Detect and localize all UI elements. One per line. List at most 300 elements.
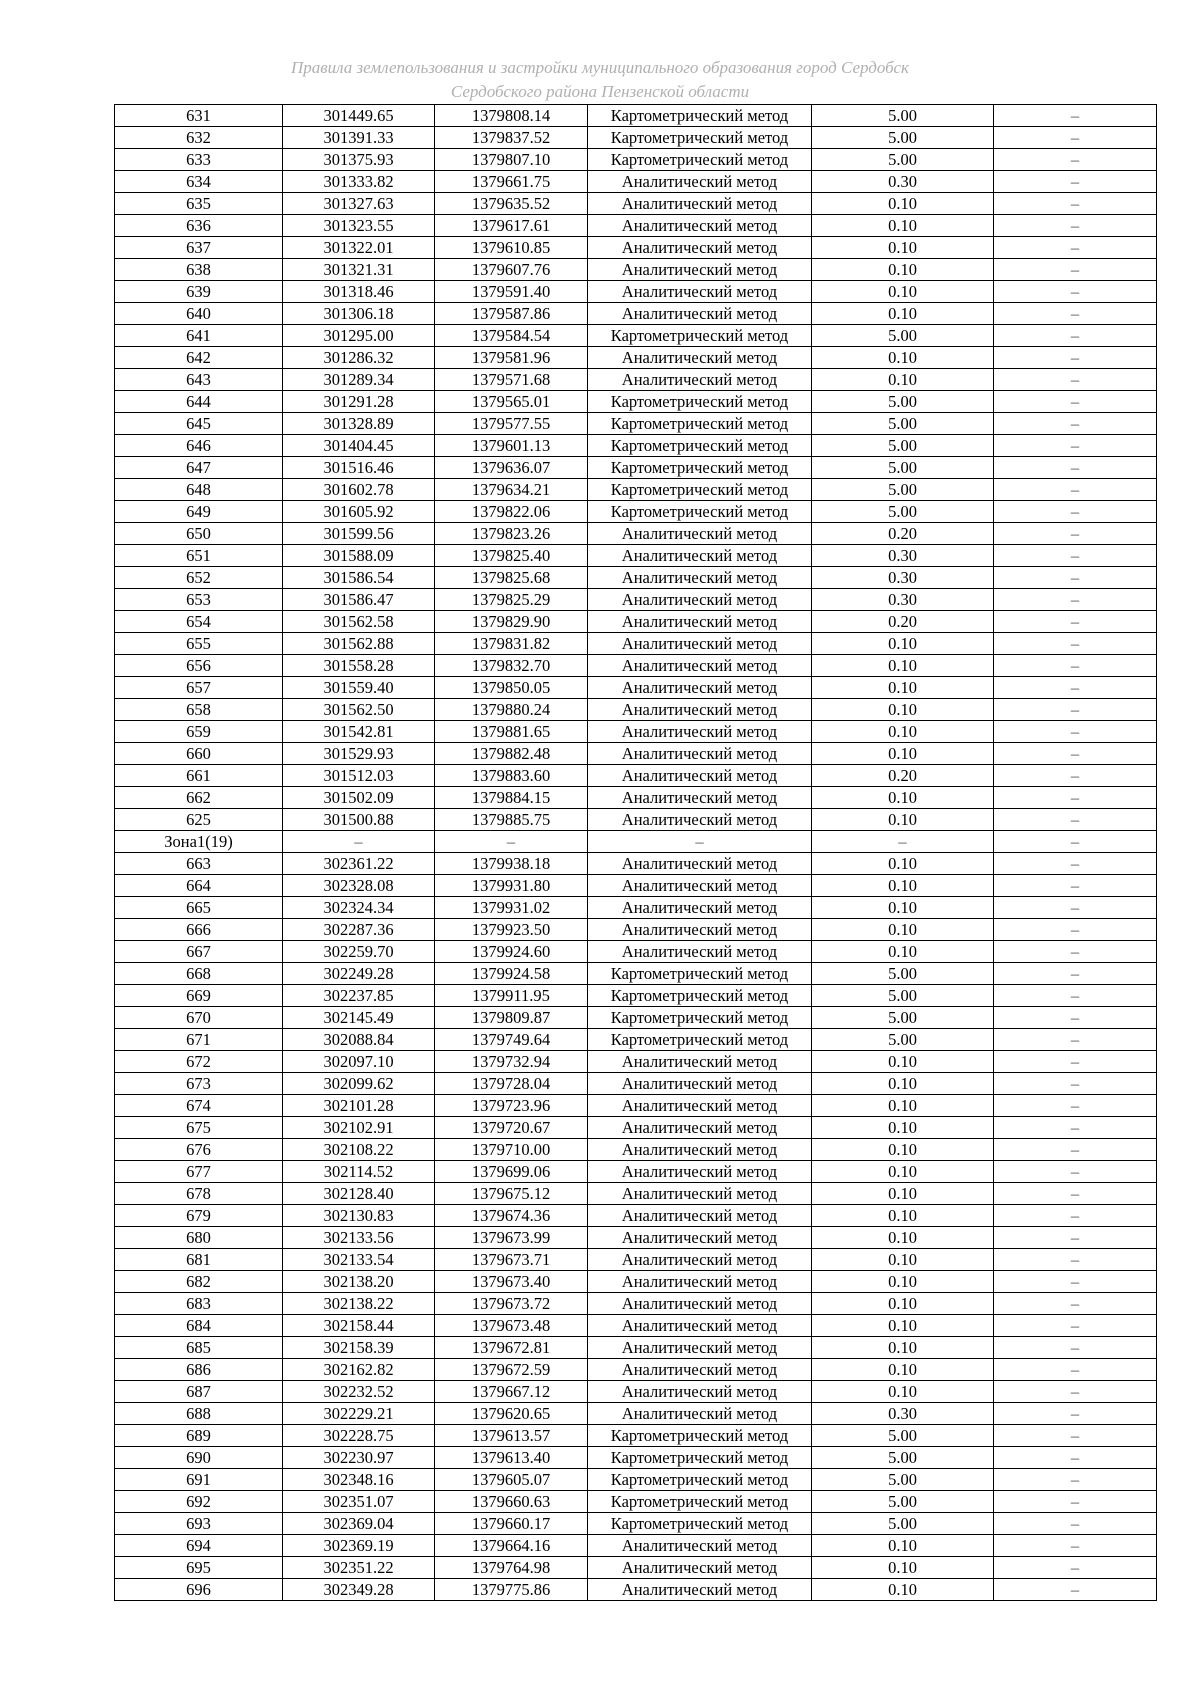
table-row — [115, 259, 1157, 281]
x-coordinate-cell: 302138.22 — [283, 1293, 435, 1315]
note-cell: – — [994, 963, 1157, 985]
point-number-cell: 677 — [115, 1161, 283, 1183]
note-cell: – — [994, 853, 1157, 875]
note-cell: – — [994, 1205, 1157, 1227]
table-row — [115, 1535, 1157, 1557]
note-cell: – — [994, 479, 1157, 501]
accuracy-cell: 5.00 — [812, 149, 994, 171]
x-coordinate-cell: 301291.28 — [283, 391, 435, 413]
accuracy-cell: 5.00 — [812, 105, 994, 127]
method-cell: Аналитический метод — [588, 1095, 812, 1117]
table-row — [115, 1117, 1157, 1139]
point-number-cell: 655 — [115, 633, 283, 655]
accuracy-cell: 5.00 — [812, 1469, 994, 1491]
y-coordinate-cell: 1379577.55 — [435, 413, 588, 435]
y-coordinate-cell: 1379675.12 — [435, 1183, 588, 1205]
table-row — [115, 567, 1157, 589]
method-cell: Аналитический метод — [588, 171, 812, 193]
x-coordinate-cell: 302138.20 — [283, 1271, 435, 1293]
table-row — [115, 655, 1157, 677]
method-cell: Аналитический метод — [588, 941, 812, 963]
note-cell: – — [994, 1293, 1157, 1315]
point-number-cell: 683 — [115, 1293, 283, 1315]
note-cell: – — [994, 721, 1157, 743]
x-coordinate-cell: 302287.36 — [283, 919, 435, 941]
method-cell: Аналитический метод — [588, 1051, 812, 1073]
accuracy-cell: 5.00 — [812, 1513, 994, 1535]
note-cell: – — [994, 941, 1157, 963]
note-cell: – — [994, 1425, 1157, 1447]
accuracy-cell: 5.00 — [812, 457, 994, 479]
note-cell: – — [994, 1337, 1157, 1359]
note-cell: – — [994, 655, 1157, 677]
y-coordinate-cell: 1379884.15 — [435, 787, 588, 809]
y-coordinate-cell: 1379822.06 — [435, 501, 588, 523]
accuracy-cell: 0.10 — [812, 897, 994, 919]
note-cell: – — [994, 105, 1157, 127]
note-cell: – — [994, 1073, 1157, 1095]
method-cell: Картометрический метод — [588, 479, 812, 501]
note-cell: – — [994, 1117, 1157, 1139]
note-cell: – — [994, 1381, 1157, 1403]
accuracy-cell: 0.10 — [812, 1161, 994, 1183]
point-number-cell: 665 — [115, 897, 283, 919]
method-cell: Картометрический метод — [588, 1513, 812, 1535]
coordinates-table — [114, 104, 1157, 1601]
x-coordinate-cell: 302145.49 — [283, 1007, 435, 1029]
table-row — [115, 281, 1157, 303]
note-cell: – — [994, 765, 1157, 787]
note-cell: – — [994, 809, 1157, 831]
accuracy-cell: 0.10 — [812, 677, 994, 699]
note-cell: – — [994, 1007, 1157, 1029]
accuracy-cell: 5.00 — [812, 413, 994, 435]
table-row — [115, 479, 1157, 501]
y-coordinate-cell: 1379591.40 — [435, 281, 588, 303]
y-coordinate-cell: 1379881.65 — [435, 721, 588, 743]
point-number-cell: 688 — [115, 1403, 283, 1425]
note-cell: – — [994, 985, 1157, 1007]
table-row — [115, 1227, 1157, 1249]
method-cell: Аналитический метод — [588, 655, 812, 677]
point-number-cell: 687 — [115, 1381, 283, 1403]
note-cell: – — [994, 413, 1157, 435]
y-coordinate-cell: 1379673.48 — [435, 1315, 588, 1337]
x-coordinate-cell: 302162.82 — [283, 1359, 435, 1381]
accuracy-cell: 0.10 — [812, 699, 994, 721]
table-row — [115, 1095, 1157, 1117]
y-coordinate-cell: 1379880.24 — [435, 699, 588, 721]
point-number-cell: 641 — [115, 325, 283, 347]
method-cell: Картометрический метод — [588, 435, 812, 457]
table-row — [115, 457, 1157, 479]
x-coordinate-cell: – — [283, 831, 435, 853]
point-number-cell: 684 — [115, 1315, 283, 1337]
y-coordinate-cell: 1379829.90 — [435, 611, 588, 633]
method-cell: Картометрический метод — [588, 325, 812, 347]
table-row — [115, 1007, 1157, 1029]
note-cell: – — [994, 567, 1157, 589]
method-cell: Аналитический метод — [588, 1403, 812, 1425]
x-coordinate-cell: 301322.01 — [283, 237, 435, 259]
accuracy-cell: 0.10 — [812, 941, 994, 963]
point-number-cell: 647 — [115, 457, 283, 479]
table-row — [115, 677, 1157, 699]
note-cell: – — [994, 831, 1157, 853]
point-number-cell: 674 — [115, 1095, 283, 1117]
x-coordinate-cell: 301586.47 — [283, 589, 435, 611]
accuracy-cell: 0.10 — [812, 787, 994, 809]
accuracy-cell: 0.10 — [812, 853, 994, 875]
x-coordinate-cell: 302228.75 — [283, 1425, 435, 1447]
y-coordinate-cell: 1379605.07 — [435, 1469, 588, 1491]
note-cell: – — [994, 1469, 1157, 1491]
x-coordinate-cell: 301391.33 — [283, 127, 435, 149]
table-row — [115, 1161, 1157, 1183]
y-coordinate-cell: 1379924.58 — [435, 963, 588, 985]
method-cell: Аналитический метод — [588, 1337, 812, 1359]
table-row — [115, 743, 1157, 765]
accuracy-cell: 5.00 — [812, 1425, 994, 1447]
note-cell: – — [994, 743, 1157, 765]
x-coordinate-cell: 301321.31 — [283, 259, 435, 281]
note-cell: – — [994, 1403, 1157, 1425]
method-cell: Аналитический метод — [588, 897, 812, 919]
method-cell: Аналитический метод — [588, 765, 812, 787]
y-coordinate-cell: 1379661.75 — [435, 171, 588, 193]
table-row — [115, 1381, 1157, 1403]
y-coordinate-cell: 1379664.16 — [435, 1535, 588, 1557]
note-cell: – — [994, 523, 1157, 545]
method-cell: Аналитический метод — [588, 1359, 812, 1381]
x-coordinate-cell: 302369.04 — [283, 1513, 435, 1535]
note-cell: – — [994, 369, 1157, 391]
point-number-cell: 672 — [115, 1051, 283, 1073]
accuracy-cell: 0.10 — [812, 1249, 994, 1271]
x-coordinate-cell: 302237.85 — [283, 985, 435, 1007]
accuracy-cell: 0.10 — [812, 1381, 994, 1403]
point-number-cell: 659 — [115, 721, 283, 743]
method-cell: Картометрический метод — [588, 1469, 812, 1491]
table-row — [115, 633, 1157, 655]
method-cell: Картометрический метод — [588, 149, 812, 171]
x-coordinate-cell: 301289.34 — [283, 369, 435, 391]
y-coordinate-cell: 1379850.05 — [435, 677, 588, 699]
point-number-cell: 695 — [115, 1557, 283, 1579]
table-row — [115, 1491, 1157, 1513]
y-coordinate-cell: 1379672.59 — [435, 1359, 588, 1381]
y-coordinate-cell: 1379660.17 — [435, 1513, 588, 1535]
y-coordinate-cell: 1379825.68 — [435, 567, 588, 589]
accuracy-cell: 0.10 — [812, 1359, 994, 1381]
point-number-cell: 661 — [115, 765, 283, 787]
x-coordinate-cell: 302230.97 — [283, 1447, 435, 1469]
x-coordinate-cell: 301328.89 — [283, 413, 435, 435]
method-cell: Аналитический метод — [588, 1139, 812, 1161]
table-row — [115, 171, 1157, 193]
point-number-cell: 639 — [115, 281, 283, 303]
table-row — [115, 1447, 1157, 1469]
accuracy-cell: 5.00 — [812, 1007, 994, 1029]
accuracy-cell: 0.10 — [812, 1227, 994, 1249]
note-cell: – — [994, 545, 1157, 567]
y-coordinate-cell: 1379825.40 — [435, 545, 588, 567]
x-coordinate-cell: 301327.63 — [283, 193, 435, 215]
accuracy-cell: 0.10 — [812, 1117, 994, 1139]
x-coordinate-cell: 301599.56 — [283, 523, 435, 545]
note-cell: – — [994, 149, 1157, 171]
accuracy-cell: 0.10 — [812, 215, 994, 237]
note-cell: – — [994, 589, 1157, 611]
point-number-cell: 637 — [115, 237, 283, 259]
method-cell: Аналитический метод — [588, 259, 812, 281]
point-number-cell: 691 — [115, 1469, 283, 1491]
x-coordinate-cell: 302324.34 — [283, 897, 435, 919]
y-coordinate-cell: 1379728.04 — [435, 1073, 588, 1095]
point-number-cell: 657 — [115, 677, 283, 699]
note-cell: – — [994, 171, 1157, 193]
note-cell: – — [994, 787, 1157, 809]
table-row — [115, 1051, 1157, 1073]
x-coordinate-cell: 302349.28 — [283, 1579, 435, 1601]
y-coordinate-cell: 1379808.14 — [435, 105, 588, 127]
method-cell: Аналитический метод — [588, 1205, 812, 1227]
point-number-cell: 642 — [115, 347, 283, 369]
note-cell: – — [994, 1359, 1157, 1381]
table-row — [115, 1315, 1157, 1337]
note-cell: – — [994, 1535, 1157, 1557]
method-cell: Картометрический метод — [588, 105, 812, 127]
accuracy-cell: 0.20 — [812, 765, 994, 787]
accuracy-cell: 5.00 — [812, 1491, 994, 1513]
x-coordinate-cell: 301559.40 — [283, 677, 435, 699]
accuracy-cell: 0.10 — [812, 1337, 994, 1359]
point-number-cell: 638 — [115, 259, 283, 281]
x-coordinate-cell: 302133.56 — [283, 1227, 435, 1249]
x-coordinate-cell: 301286.32 — [283, 347, 435, 369]
note-cell: – — [994, 325, 1157, 347]
table-row — [115, 193, 1157, 215]
page-header-line-1: Правила землепользования и застройки муниципального образования город Сердобск — [290, 58, 909, 77]
point-number-cell: 636 — [115, 215, 283, 237]
x-coordinate-cell: 302097.10 — [283, 1051, 435, 1073]
method-cell: Аналитический метод — [588, 1073, 812, 1095]
x-coordinate-cell: 302249.28 — [283, 963, 435, 985]
table-row — [115, 985, 1157, 1007]
table-row — [115, 941, 1157, 963]
accuracy-cell: 0.10 — [812, 809, 994, 831]
table-row — [115, 127, 1157, 149]
method-cell: Аналитический метод — [588, 1381, 812, 1403]
point-number-cell: 669 — [115, 985, 283, 1007]
table-row — [115, 347, 1157, 369]
x-coordinate-cell: 302351.07 — [283, 1491, 435, 1513]
point-number-cell: 692 — [115, 1491, 283, 1513]
point-number-cell: 668 — [115, 963, 283, 985]
note-cell: – — [994, 1315, 1157, 1337]
x-coordinate-cell: 301516.46 — [283, 457, 435, 479]
table-row — [115, 1579, 1157, 1601]
page-header-line-2: Сердобского района Пензенской области — [450, 82, 750, 101]
x-coordinate-cell: 302259.70 — [283, 941, 435, 963]
table-row — [115, 413, 1157, 435]
point-number-cell: 693 — [115, 1513, 283, 1535]
table-row — [115, 1469, 1157, 1491]
point-number-cell: 652 — [115, 567, 283, 589]
point-number-cell: 660 — [115, 743, 283, 765]
table-row — [115, 963, 1157, 985]
note-cell: – — [994, 281, 1157, 303]
method-cell: Аналитический метод — [588, 369, 812, 391]
y-coordinate-cell: 1379584.54 — [435, 325, 588, 347]
accuracy-cell: 0.10 — [812, 1073, 994, 1095]
table-row — [115, 1293, 1157, 1315]
x-coordinate-cell: 302348.16 — [283, 1469, 435, 1491]
accuracy-cell: 0.10 — [812, 281, 994, 303]
method-cell: Аналитический метод — [588, 919, 812, 941]
accuracy-cell: 0.10 — [812, 1535, 994, 1557]
x-coordinate-cell: 302099.62 — [283, 1073, 435, 1095]
table-row — [115, 853, 1157, 875]
y-coordinate-cell: 1379674.36 — [435, 1205, 588, 1227]
x-coordinate-cell: 301500.88 — [283, 809, 435, 831]
note-cell: – — [994, 1227, 1157, 1249]
accuracy-cell: 5.00 — [812, 985, 994, 1007]
accuracy-cell: 0.10 — [812, 259, 994, 281]
accuracy-cell: 0.10 — [812, 237, 994, 259]
method-cell: Картометрический метод — [588, 1425, 812, 1447]
x-coordinate-cell: 302351.22 — [283, 1557, 435, 1579]
table-row — [115, 1073, 1157, 1095]
note-cell: – — [994, 1095, 1157, 1117]
note-cell: – — [994, 633, 1157, 655]
x-coordinate-cell: 301562.88 — [283, 633, 435, 655]
accuracy-cell: 0.30 — [812, 545, 994, 567]
y-coordinate-cell: 1379601.13 — [435, 435, 588, 457]
table-row — [115, 1249, 1157, 1271]
y-coordinate-cell: 1379636.07 — [435, 457, 588, 479]
method-cell: – — [588, 831, 812, 853]
accuracy-cell: 0.10 — [812, 743, 994, 765]
table-row — [115, 545, 1157, 567]
x-coordinate-cell: 301562.58 — [283, 611, 435, 633]
accuracy-cell: 0.10 — [812, 347, 994, 369]
table-row — [115, 787, 1157, 809]
y-coordinate-cell: 1379699.06 — [435, 1161, 588, 1183]
point-number-cell: 645 — [115, 413, 283, 435]
point-number-cell: 675 — [115, 1117, 283, 1139]
y-coordinate-cell: 1379607.76 — [435, 259, 588, 281]
method-cell: Картометрический метод — [588, 1491, 812, 1513]
note-cell: – — [994, 1029, 1157, 1051]
y-coordinate-cell: 1379911.95 — [435, 985, 588, 1007]
method-cell: Аналитический метод — [588, 853, 812, 875]
method-cell: Аналитический метод — [588, 1117, 812, 1139]
table-row — [115, 1425, 1157, 1447]
note-cell: – — [994, 1579, 1157, 1601]
method-cell: Аналитический метод — [588, 721, 812, 743]
x-coordinate-cell: 302232.52 — [283, 1381, 435, 1403]
note-cell: – — [994, 1447, 1157, 1469]
note-cell: – — [994, 237, 1157, 259]
table-row — [115, 325, 1157, 347]
method-cell: Аналитический метод — [588, 545, 812, 567]
x-coordinate-cell: 302229.21 — [283, 1403, 435, 1425]
x-coordinate-cell: 301295.00 — [283, 325, 435, 347]
accuracy-cell: 0.10 — [812, 1051, 994, 1073]
method-cell: Аналитический метод — [588, 1535, 812, 1557]
accuracy-cell: 5.00 — [812, 1029, 994, 1051]
table-row — [115, 699, 1157, 721]
x-coordinate-cell: 301605.92 — [283, 501, 435, 523]
table-row — [115, 435, 1157, 457]
point-number-cell: 656 — [115, 655, 283, 677]
x-coordinate-cell: 302158.44 — [283, 1315, 435, 1337]
point-number-cell: 633 — [115, 149, 283, 171]
accuracy-cell: 0.10 — [812, 655, 994, 677]
y-coordinate-cell: 1379613.57 — [435, 1425, 588, 1447]
note-cell: – — [994, 611, 1157, 633]
method-cell: Аналитический метод — [588, 237, 812, 259]
method-cell: Картометрический метод — [588, 413, 812, 435]
y-coordinate-cell: – — [435, 831, 588, 853]
method-cell: Картометрический метод — [588, 127, 812, 149]
x-coordinate-cell: 302101.28 — [283, 1095, 435, 1117]
note-cell: – — [994, 1051, 1157, 1073]
y-coordinate-cell: 1379660.63 — [435, 1491, 588, 1513]
x-coordinate-cell: 301404.45 — [283, 435, 435, 457]
accuracy-cell: 0.20 — [812, 523, 994, 545]
x-coordinate-cell: 302328.08 — [283, 875, 435, 897]
method-cell: Аналитический метод — [588, 1579, 812, 1601]
accuracy-cell: 0.10 — [812, 1293, 994, 1315]
method-cell: Аналитический метод — [588, 567, 812, 589]
x-coordinate-cell: 302102.91 — [283, 1117, 435, 1139]
method-cell: Картометрический метод — [588, 1029, 812, 1051]
method-cell: Аналитический метод — [588, 347, 812, 369]
method-cell: Картометрический метод — [588, 501, 812, 523]
accuracy-cell: 5.00 — [812, 1447, 994, 1469]
x-coordinate-cell: 301449.65 — [283, 105, 435, 127]
method-cell: Аналитический метод — [588, 787, 812, 809]
x-coordinate-cell: 301586.54 — [283, 567, 435, 589]
method-cell: Аналитический метод — [588, 1293, 812, 1315]
note-cell: – — [994, 1491, 1157, 1513]
table-row — [115, 1557, 1157, 1579]
method-cell: Аналитический метод — [588, 523, 812, 545]
accuracy-cell: 5.00 — [812, 963, 994, 985]
point-number-cell: 651 — [115, 545, 283, 567]
accuracy-cell: 5.00 — [812, 479, 994, 501]
note-cell: – — [994, 1557, 1157, 1579]
y-coordinate-cell: 1379571.68 — [435, 369, 588, 391]
table-row — [115, 1337, 1157, 1359]
x-coordinate-cell: 302088.84 — [283, 1029, 435, 1051]
accuracy-cell: 0.10 — [812, 633, 994, 655]
y-coordinate-cell: 1379749.64 — [435, 1029, 588, 1051]
y-coordinate-cell: 1379931.02 — [435, 897, 588, 919]
x-coordinate-cell: 302361.22 — [283, 853, 435, 875]
coordinates-table-body — [115, 105, 1157, 1601]
y-coordinate-cell: 1379938.18 — [435, 853, 588, 875]
table-row — [115, 765, 1157, 787]
point-number-cell: 682 — [115, 1271, 283, 1293]
y-coordinate-cell: 1379613.40 — [435, 1447, 588, 1469]
x-coordinate-cell: 302114.52 — [283, 1161, 435, 1183]
y-coordinate-cell: 1379885.75 — [435, 809, 588, 831]
note-cell: – — [994, 1161, 1157, 1183]
y-coordinate-cell: 1379883.60 — [435, 765, 588, 787]
